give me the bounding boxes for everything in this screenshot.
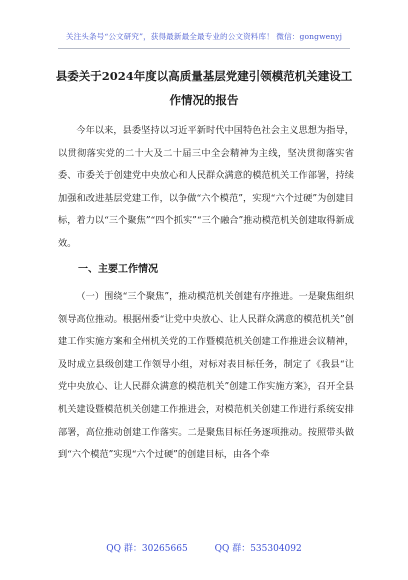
header-note: 关注头条号“公文研究”，获得最新最全最专业的公文资料库！ 微信：gongwenyj <box>65 32 343 41</box>
footer <box>0 541 408 554</box>
footer-qq-group-1: QQ 群：30265665 <box>106 544 188 554</box>
section-paragraph: （一）围绕“三个聚焦”，推动模范机关创建有序推进。一是聚焦组织领导高位推动。根据州委“让党中央放心、让人民群众满意的模范机关”创建工作实施方案和全州机关党的工作暨模范机关创建工作推进会议精神，及时成立县级创建工作领导小组，对标对表目标任务，制定了《我县“让党中央放心、让人民群众满意的模范机关”创建工作实施方案》，召开全县机关建设暨模范机关创建工作推进会，对模范机关创建工作进行系统安排部署，高位推动创建工作落实。二是聚焦目标任务逐项推动。按照带头做到“六个模范”实现“六个过硬”的创建目标，由各个牵 <box>58 291 354 461</box>
document-title <box>40 64 368 112</box>
document-body <box>58 120 354 467</box>
section-heading: 一、主要工作情况 <box>78 264 158 276</box>
intro-paragraph: 今年以来，县委坚持以习近平新时代中国特色社会主义思想为指导，以贯彻落实党的二十大及二十届三中全会精神为主线，坚决贯彻落实省委、市委关于创建党中央放心和人民群众满意的模范机关工作部署，持续加强和改进基层党建工作，以争做“六个模范”，实现“六个过硬”为创建目标，着力以“三个聚焦”“四个抓实”“三个融合”推动模范机关创建取得新成效。 <box>58 125 354 249</box>
header-divider <box>58 48 350 49</box>
document-title-line-2: 作情况的报告 <box>169 93 239 107</box>
document-title-line-1: 县委关于2024年度以高质量基层党建引领模范机关建设工 <box>55 69 353 83</box>
footer-qq-group-2: QQ 群：535304092 <box>214 544 302 554</box>
